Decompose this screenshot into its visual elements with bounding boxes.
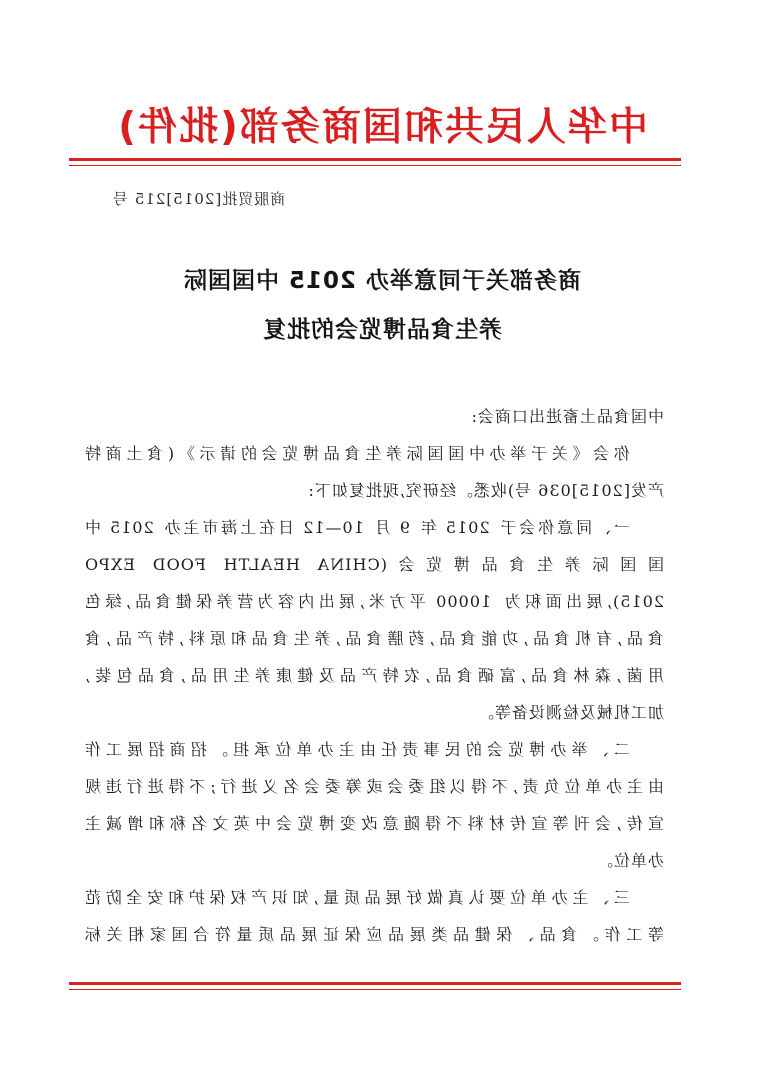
item-1-line: 国国际养生食品博览会(CHINA HEALTH FOOD EXPO: [84, 555, 664, 574]
document-number: 商服贸批[2015]215 号: [112, 190, 286, 208]
item-3-line: 等工作。食品、保健品类展品应保证展品质量符合国家相关标: [84, 925, 664, 944]
header-red-rule-thin: [69, 165, 681, 166]
item-2-line: 宣传,会刊等宣传材料不得随意改变博览会中英文名称和增减主: [84, 814, 664, 833]
item-1-line: 2015),展出面积为 10000 平方米,展出内容为营养保健食品,绿色: [84, 592, 664, 611]
item-2-line: 由主办单位负责,不得以组委会或筹委会名义进行;不得进行违规: [84, 777, 664, 796]
intro-line: 你会《关于举办中国国际养生食品博览会的请示》(食土商特: [84, 444, 630, 463]
document-title-line-1: 商务部关于同意举办 2015 中国国际: [182, 268, 582, 294]
document-title-line-2: 养生食品博览会的批复: [262, 317, 502, 343]
document-body: [84, 398, 664, 953]
salutation: 中国食品土畜进出口商会:: [470, 407, 664, 426]
item-1-line: 用菌,森林食品,富硒食品,农特产品及健康养生用品,食品包装,: [84, 666, 664, 685]
issuer-header: 中华人民共和国商务部(批件): [116, 105, 648, 150]
item-1-line: 食品,有机食品,功能食品,药膳食品,养生食品和原料,特产品,食: [84, 629, 664, 648]
header-red-rule: [69, 158, 681, 161]
item-2-line: 二、举办博览会的民事责任由主办单位承担。招商招展工作: [84, 740, 630, 759]
footer-red-rule: [69, 982, 681, 985]
item-1-line: 加工机械及检测设备等。: [476, 703, 664, 722]
intro-line: 产发[2015]036 号)收悉。经研究,现批复如下:: [307, 481, 664, 500]
item-1-line: 一、同意你会于 2015 年 9 月 10—12 日在上海市主办 2015 中: [84, 518, 630, 537]
item-2-line: 办单位。: [595, 851, 664, 870]
item-3-line: 三、主办单位要认真做好展品质量,知识产权保护和安全防范: [84, 888, 630, 907]
footer-red-rule-thin: [69, 989, 681, 990]
